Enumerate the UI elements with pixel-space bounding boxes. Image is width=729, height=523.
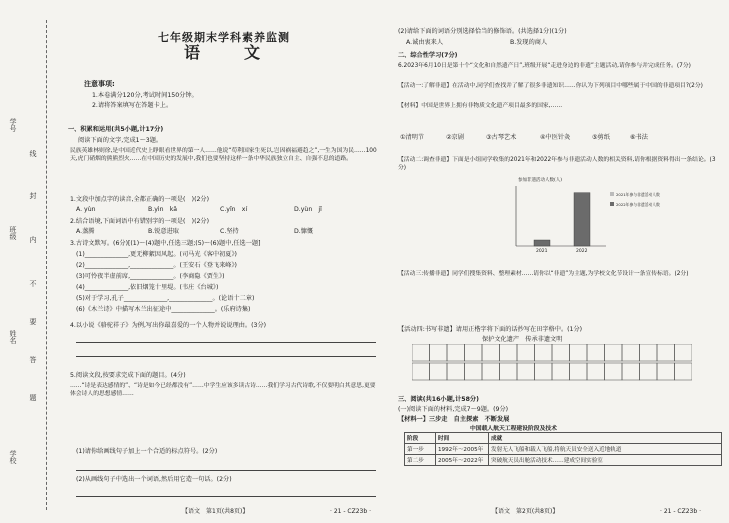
grid-cell[interactable] bbox=[447, 344, 465, 361]
gutter-label: 答 bbox=[29, 356, 37, 363]
q3-line: (5)对于学习,孔子______________,______________。(论语十二章) bbox=[76, 295, 255, 302]
answer-line[interactable] bbox=[76, 470, 376, 471]
legend-label: 2022年参与非遗活动人数 bbox=[616, 202, 660, 207]
q3-line: (1)______________,更无柳絮因风起。(司马光《客中初夏》) bbox=[76, 251, 237, 258]
q3-line: (2)______________,______________。(王安石《登飞来峰》) bbox=[76, 262, 237, 269]
q5-subquestion: (2)从画线句子中选出一个词语,然后用它造一句话。(2分) bbox=[76, 476, 232, 483]
activity-3: 【活动三:传播非遗】同学们搜集资料、整理素材……请你以“非遗”为主题,为学校文化节设计一条宣传标语。(2分) bbox=[398, 271, 689, 277]
q1-option-b: B.yìn kǎ bbox=[148, 206, 178, 213]
left-page bbox=[62, 0, 384, 523]
answer-line[interactable] bbox=[76, 342, 376, 343]
x-tick-label: 2022 bbox=[576, 249, 588, 254]
q1-option-d: D.yùn jǐ bbox=[294, 206, 322, 213]
subject-title: 语 文 bbox=[184, 43, 275, 62]
section-heading: 一、积累和运用(共5小题,计17分) bbox=[68, 126, 164, 133]
legend-swatch bbox=[610, 202, 614, 206]
grid-cell[interactable] bbox=[552, 344, 570, 361]
option-item: ③古琴艺术 bbox=[486, 134, 517, 141]
notes-heading: 注意事项: bbox=[84, 80, 115, 88]
grid-cell[interactable] bbox=[640, 344, 658, 361]
table-cell: 发射无人飞船和载人飞船,将航天员安全送入近地轨道 bbox=[489, 444, 722, 455]
gutter-label: 学校 bbox=[9, 450, 17, 464]
q1-option-c: C.yǐn xí bbox=[220, 206, 248, 213]
copy-text: 保护文化遗产 传承非遗文明 bbox=[482, 336, 563, 343]
q3-line: (3)可怜夜半虚前席,______________。(李商隐《贾生》) bbox=[76, 273, 225, 280]
chart-title: 参加非遗活动人数(人) bbox=[518, 178, 563, 183]
grid-cell[interactable] bbox=[587, 344, 605, 361]
option-item: ⑥书法 bbox=[630, 134, 648, 141]
table-header-cell: 时间 bbox=[436, 433, 489, 444]
grid-cell[interactable] bbox=[675, 363, 693, 380]
activity-2: 【活动二:调查非遗】下面是小组同学收集的2021年和2022年参与非遗活动人数的相关资料,请你根据资料得出一条结论。(3分) bbox=[398, 157, 716, 172]
grid-cell[interactable] bbox=[517, 363, 535, 380]
section-heading: 二、综合性学习(7分) bbox=[398, 52, 458, 59]
option-item: ①清明节 bbox=[400, 134, 425, 141]
gutter-label: 线 bbox=[29, 150, 37, 157]
legend-swatch bbox=[610, 192, 614, 196]
q2-option-a: A.蒸腾 bbox=[76, 228, 95, 235]
answer-line[interactable] bbox=[76, 356, 376, 357]
note-item: 2.请将答案填写在答题卡上。 bbox=[92, 102, 173, 109]
q2-option-d: D.慷慨 bbox=[294, 228, 314, 235]
table-cell: 第一步 bbox=[405, 444, 436, 455]
page-code: · 21 - CZ23b · bbox=[660, 508, 701, 515]
option-item: A.诚由衷来人 bbox=[406, 39, 444, 46]
grid-cell[interactable] bbox=[465, 344, 483, 361]
exam-title: 七年级期末学科素养监测 bbox=[158, 31, 290, 44]
activity-1: 【活动一:了解非遗】在活动中,同学们查找并了解了很多非遗知识……你认为下列项目中哪些属于中国的非遗项目?(2分) bbox=[398, 83, 703, 89]
q5-passage: ……“诗是表达感情的”、“诗是如今已经都没有”……中学生应该多读古诗……我们学习古代诗歌,不仅要明白其意思,更要体会诗人的思想感情…… bbox=[70, 383, 376, 398]
grid-cell[interactable] bbox=[605, 363, 623, 380]
table-caption: 中国载人航天工程建设阶段及技术 bbox=[470, 426, 557, 432]
q3-line: (6)《木兰诗》中描写木兰出征途中______________。(乐府诗集) bbox=[76, 306, 251, 313]
x-tick-label: 2021 bbox=[536, 249, 548, 254]
grid-cell[interactable] bbox=[587, 363, 605, 380]
table-cell: 1992年～2005年 bbox=[436, 444, 489, 455]
gutter-label: 姓名 bbox=[9, 330, 17, 344]
page-footer: 【语文 第1页(共8页)】 bbox=[182, 508, 249, 515]
grid-cell[interactable] bbox=[465, 363, 483, 380]
table-header-row bbox=[405, 433, 722, 444]
grid-cell[interactable] bbox=[535, 344, 553, 361]
q1-option-a: A. yùn bbox=[76, 206, 96, 213]
grid-cell[interactable] bbox=[482, 363, 500, 380]
grid-cell[interactable] bbox=[657, 344, 675, 361]
q2-option-b: B.锐意进取 bbox=[148, 228, 179, 235]
grid-cell[interactable] bbox=[535, 363, 553, 380]
reading-passage: 民族英雄林则徐,是中国近代史上睁眼看世界的第一人……他说“苟利国家生死以,岂因祸福避趋之”,一生为国为民……100天,虎门硝烟的熊熊烈火……在中国历史的发展中,我们也要坚持这样一条中华民族独立自主、自强不息的道路。 bbox=[70, 148, 377, 163]
grid-cell[interactable] bbox=[675, 344, 693, 361]
table-row bbox=[405, 444, 722, 455]
grid-cell[interactable] bbox=[570, 344, 588, 361]
q3-line: (4)______________,依旧烟笼十里堤。(韦庄《台城》) bbox=[76, 284, 219, 291]
table-cell: 突破航天员出舱活动技术……建成空间实验室 bbox=[489, 455, 722, 466]
cut-line bbox=[46, 20, 47, 510]
bar bbox=[574, 193, 590, 246]
question-6-intro: 6.2023年6月10日是第十个“文化和自然遗产日”,班级开展“走进身边的非遗”主题活动,请你参与并完成任务。(7分) bbox=[398, 63, 691, 69]
grid-cell[interactable] bbox=[500, 344, 518, 361]
grid-cell[interactable] bbox=[500, 363, 518, 380]
option-item: ⑤剪纸 bbox=[592, 134, 610, 141]
table-cell: 第二步 bbox=[405, 455, 436, 466]
bar bbox=[534, 240, 550, 246]
activity-4: 【活动四:书写非遗】请用正楷字将下面的话抄写在田字格中。(1分) bbox=[398, 326, 583, 333]
grid-cell[interactable] bbox=[640, 363, 658, 380]
gutter-label: 班级 bbox=[9, 226, 17, 240]
grid-cell[interactable] bbox=[430, 363, 448, 380]
gutter-label: 学号 bbox=[9, 118, 17, 132]
section-heading: 三、阅读(共16小题,计58分) bbox=[398, 396, 479, 403]
table-cell: 2005年～2022年 bbox=[436, 455, 489, 466]
gutter-label: 不 bbox=[29, 280, 37, 287]
grid-cell[interactable] bbox=[622, 344, 640, 361]
question-5: 5.阅读文段,按要求完成下面的题目。(4分) bbox=[70, 372, 186, 379]
grid-cell[interactable] bbox=[622, 363, 640, 380]
question-intro: 阅读下面的文字,完成1～3题。 bbox=[78, 137, 163, 144]
grid-cell[interactable] bbox=[605, 344, 623, 361]
page-code: · 21 - CZ23b · bbox=[330, 508, 371, 515]
question-top: (2)请给下面的词语分别选择恰当的修饰语。(共选择1分)(1分) bbox=[398, 28, 567, 35]
gutter-label: 题 bbox=[29, 394, 37, 401]
option-item: B.发现的商人 bbox=[510, 39, 548, 46]
question-2: 2.结合语境,下面词语中有错别字的一项是( )(2分) bbox=[70, 218, 210, 225]
grid-cell[interactable] bbox=[412, 363, 430, 380]
q5-subquestion: (1)请你给画线句子加上一个合适的标点符号。(2分) bbox=[76, 448, 218, 455]
grid-cell[interactable] bbox=[517, 344, 535, 361]
grid-cell[interactable] bbox=[447, 363, 465, 380]
grid-cell[interactable] bbox=[570, 363, 588, 380]
question-1: 1.文段中加点字的读音,全都正确的一项是( )(2分) bbox=[70, 196, 210, 203]
page-footer: 【语文 第2页(共8页)】 bbox=[492, 508, 559, 515]
writing-grid[interactable] bbox=[412, 344, 692, 382]
gutter-label: 封 bbox=[29, 192, 37, 199]
bar-chart bbox=[498, 176, 668, 254]
material-1: 【材料一】三步走 自主探索 不断发展 bbox=[398, 416, 510, 423]
grid-cell[interactable] bbox=[482, 344, 500, 361]
note-item: 1.本卷满分120分,考试时间150分钟。 bbox=[92, 92, 198, 99]
activity-1-material: 【材料】中国是世界上拥有非物质文化遗产项目最多的国家,…… bbox=[398, 103, 563, 109]
table-row bbox=[405, 455, 722, 466]
legend-label: 2021年参与非遗活动人数 bbox=[616, 192, 660, 197]
option-item: ②京剧 bbox=[446, 134, 464, 141]
grid-cell[interactable] bbox=[552, 363, 570, 380]
reading-intro: (一)阅读下面的材料,完成7～9题。(9分) bbox=[398, 406, 509, 413]
grid-cell[interactable] bbox=[657, 363, 675, 380]
question-3: 3.古诗文默写。(6分)[(1)～(4)题中,任选三题;(5)～(6)题中,任选一题] bbox=[70, 240, 261, 247]
data-table bbox=[404, 432, 722, 466]
grid-cell[interactable] bbox=[430, 344, 448, 361]
question-4: 4.以小说《骆驼祥子》为例,写出你最喜爱的一个人物并说说理由。(3分) bbox=[70, 322, 267, 329]
option-item: ④中医针灸 bbox=[540, 134, 571, 141]
grid-cell[interactable] bbox=[412, 344, 430, 361]
q2-option-c: C.坚持 bbox=[220, 228, 239, 235]
binding-gutter bbox=[0, 0, 58, 523]
table-header-cell: 成就 bbox=[489, 433, 722, 444]
gutter-label: 要 bbox=[29, 318, 37, 325]
table-header-cell: 阶段 bbox=[405, 433, 436, 444]
gutter-label: 内 bbox=[29, 236, 37, 243]
answer-line[interactable] bbox=[76, 496, 376, 497]
